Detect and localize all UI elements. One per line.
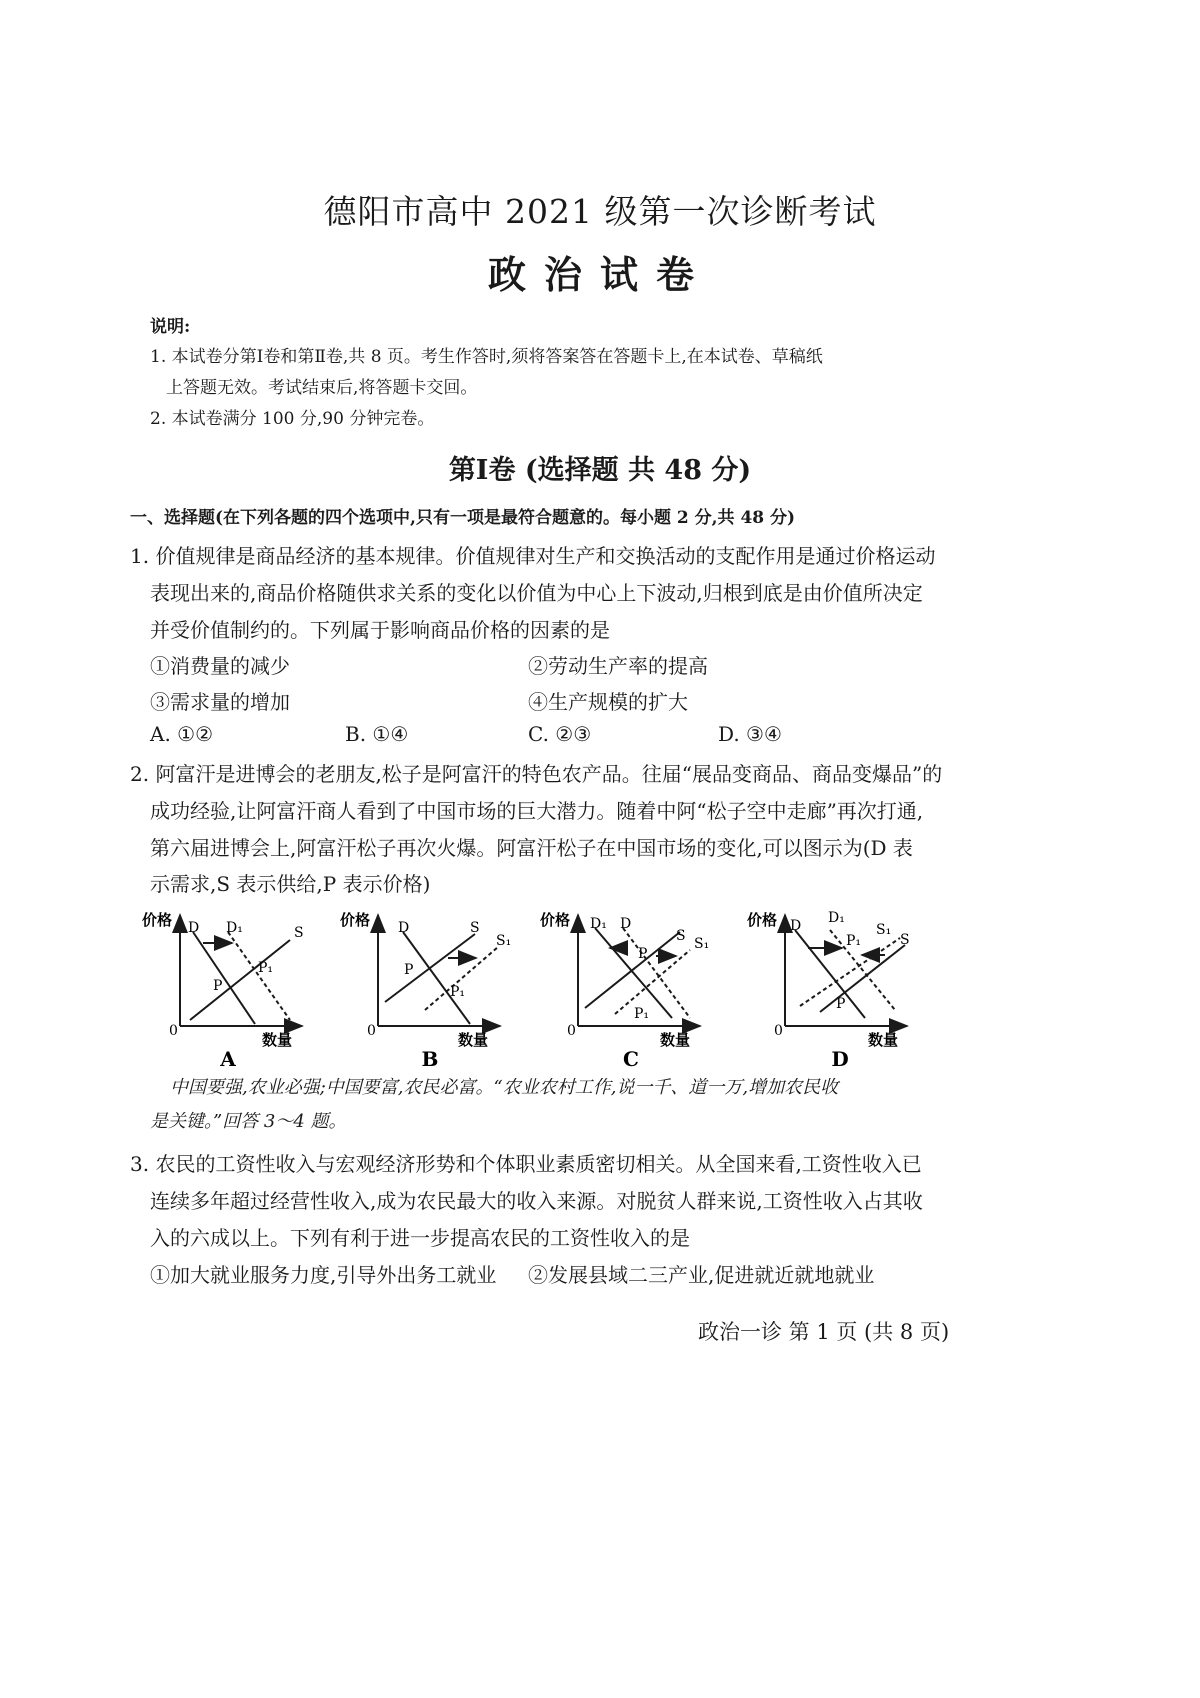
graph-d-s1: S₁ xyxy=(876,922,892,938)
graph-a-ylabel: 价格 xyxy=(141,911,172,929)
subject-title: 政治试卷 xyxy=(487,252,712,297)
q2-line3: 第六届进博会上,阿富汗松子再次火爆。阿富汗松子在中国市场的变化,可以图示为(D 表 xyxy=(150,836,913,860)
q1-answer-a: A. ①② xyxy=(150,722,214,746)
graph-c-d1: D₁ xyxy=(590,916,607,932)
page-footer: 政治一诊 第 1 页 (共 8 页) xyxy=(698,1320,950,1344)
q3-option-1: ①加大就业服务力度,引导外出务工就业 xyxy=(150,1263,497,1287)
graph-a-label: A xyxy=(220,1047,236,1071)
q1-line2: 表现出来的,商品价格随供求关系的变化以价值为中心上下波动,归根到底是由价值所决定 xyxy=(150,581,923,605)
q1-option-1: ①消费量的减少 xyxy=(150,654,290,678)
graph-d-xlabel: 数量 xyxy=(868,1031,899,1049)
q1-answer-d: D. ③④ xyxy=(718,722,782,746)
graph-d-origin: 0 xyxy=(774,1023,783,1039)
graph-c-ylabel: 价格 xyxy=(539,911,570,929)
graph-b xyxy=(378,915,500,1026)
graph-d-s: S xyxy=(900,932,910,948)
graph-b-ylabel: 价格 xyxy=(339,911,370,929)
section-title: 第Ⅰ卷 (选择题 共 48 分) xyxy=(448,455,752,486)
graph-d-p1: P₁ xyxy=(846,933,862,949)
passage-line1: 中国要强,农业必强;中国要富,农民必富。“农业农村工作,说一千、道一万,增加农民收 xyxy=(170,1077,839,1098)
graph-c-label: C xyxy=(623,1047,639,1071)
graph-d-ylabel: 价格 xyxy=(746,911,777,929)
graph-c-s: S xyxy=(676,928,686,944)
graph-b-d: D xyxy=(398,920,410,936)
q1-option-2: ②劳动生产率的提高 xyxy=(528,654,708,678)
graph-b-p: P xyxy=(404,962,414,978)
graph-b-origin: 0 xyxy=(367,1023,376,1039)
graph-a-p1: P₁ xyxy=(258,960,274,976)
graph-c-origin: 0 xyxy=(567,1023,576,1039)
q3-line3: 入的六成以上。下列有利于进一步提高农民的工资性收入的是 xyxy=(150,1226,690,1250)
graph-c-p: P xyxy=(638,946,648,962)
graph-d-p: P xyxy=(836,996,846,1012)
graph-c-xlabel: 数量 xyxy=(660,1031,691,1049)
graph-d-d: D xyxy=(790,918,802,934)
q1-option-4: ④生产规模的扩大 xyxy=(528,690,688,714)
q1-line1: 1. 价值规律是商品经济的基本规律。价值规律对生产和交换活动的支配作用是通过价格运动 xyxy=(130,544,936,568)
q3-line2: 连续多年超过经营性收入,成为农民最大的收入来源。对脱贫人群来说,工资性收入占其收 xyxy=(150,1189,923,1213)
instruction-2: 2. 本试卷满分 100 分,90 分钟完卷。 xyxy=(150,409,435,429)
instruction-1: 1. 本试卷分第Ⅰ卷和第Ⅱ卷,共 8 页。考生作答时,须将答案答在答题卡上,在本试卷、草稿纸 xyxy=(150,347,823,367)
instructions-label: 说明: xyxy=(150,317,191,337)
graph-b-s: S xyxy=(470,920,480,936)
q3-line1: 3. 农民的工资性收入与宏观经济形势和个体职业素质密切相关。从全国来看,工资性收入已 xyxy=(130,1152,922,1176)
q1-option-3: ③需求量的增加 xyxy=(150,690,290,714)
graph-c-d: D xyxy=(620,916,632,932)
graph-b-p1: P₁ xyxy=(450,984,466,1000)
graph-d-label: D xyxy=(831,1047,849,1071)
graph-a-s: S xyxy=(294,925,304,941)
graph-a-d1: D₁ xyxy=(226,920,243,936)
section-heading: 一、选择题(在下列各题的四个选项中,只有一项是最符合题意的。每小题 2 分,共 48 分) xyxy=(130,508,796,528)
graph-c-s1: S₁ xyxy=(694,936,710,952)
q1-answer-c: C. ②③ xyxy=(528,722,592,746)
graph-c-p1: P₁ xyxy=(634,1006,650,1022)
passage-line2: 是关键。”回答 3～4 题。 xyxy=(150,1111,347,1132)
graph-b-label: B xyxy=(421,1047,439,1071)
q2-line1: 2. 阿富汗是进博会的老朋友,松子是阿富汗的特色农产品。往届“展品变商品、商品变爆品”的 xyxy=(130,762,943,786)
q3-option-2: ②发展县域二三产业,促进就近就地就业 xyxy=(528,1263,875,1287)
q1-line3: 并受价值制约的。下列属于影响商品价格的因素的是 xyxy=(150,618,610,642)
graph-b-s1: S₁ xyxy=(496,933,512,949)
exam-title: 德阳市高中 2021 级第一次诊断考试 xyxy=(323,192,877,231)
graph-d-d1: D₁ xyxy=(828,910,845,926)
graph-a-origin: 0 xyxy=(169,1023,178,1039)
graph-a-d: D xyxy=(188,920,200,936)
q2-line4: 示需求,S 表示供给,P 表示价格) xyxy=(150,872,431,896)
q1-answer-b: B. ①④ xyxy=(345,722,409,746)
q2-line2: 成功经验,让阿富汗商人看到了中国市场的巨大潜力。随着中阿“松子空中走廊”再次打通, xyxy=(150,799,924,823)
graph-a-p: P xyxy=(213,978,223,994)
graph-a-xlabel: 数量 xyxy=(262,1031,293,1049)
graph-b-xlabel: 数量 xyxy=(458,1031,489,1049)
instruction-1-cont: 上答题无效。考试结束后,将答题卡交回。 xyxy=(166,378,478,398)
